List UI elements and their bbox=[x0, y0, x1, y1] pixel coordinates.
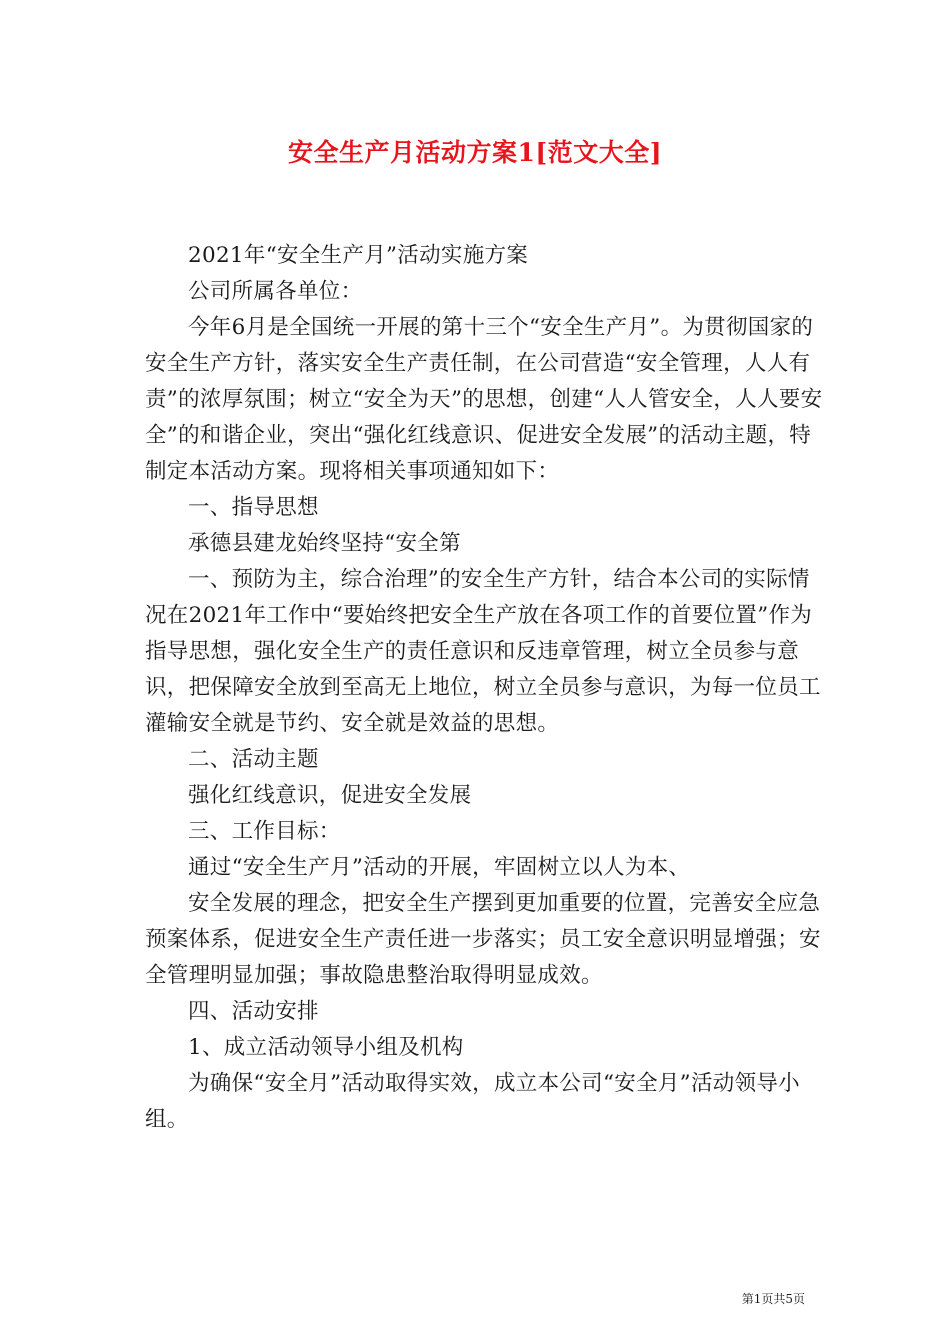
paragraph: 二、活动主题 bbox=[188, 747, 319, 772]
paragraph: 四、活动安排 bbox=[188, 999, 319, 1024]
document-body bbox=[145, 238, 825, 1138]
paragraph: 为确保“安全月”活动取得实效，成立本公司“安全月”活动领导小组。 bbox=[145, 1071, 800, 1132]
paragraph: 强化红线意识，促进安全发展 bbox=[188, 783, 472, 808]
paragraph: 公司所属各单位： bbox=[188, 279, 363, 304]
paragraph: 承德县建龙始终坚持“安全第 bbox=[188, 531, 461, 556]
paragraph: 三、工作目标： bbox=[188, 819, 341, 844]
paragraph: 1、成立活动领导小组及机构 bbox=[188, 1035, 464, 1060]
paragraph: 一、指导思想 bbox=[188, 495, 319, 520]
paragraph: 安全发展的理念，把安全生产摆到更加重要的位置，完善安全应急预案体系，促进安全生产责任进一步落实；员工安全意识明显增强；安全管理明显加强；事故隐患整治取得明显成效。 bbox=[145, 891, 821, 988]
page-number: 第1页共5页 bbox=[741, 1292, 805, 1306]
document-title: 安全生产月活动方案1[范文大全] bbox=[287, 138, 663, 167]
paragraph: 一、预防为主，综合治理”的安全生产方针，结合本公司的实际情况在2021年工作中“要始终把安全生产放在各项工作的首要位置”作为指导思想，强化安全生产的责任意识和反违章管理，树立全员参与意识，把保障安全放到至高无上地位，树立全员参与意识，为每一位员工灌输安全就是节约、安全就是效益的思想。 bbox=[145, 567, 821, 736]
paragraph: 今年6月是全国统一开展的第十三个“安全生产月”。为贯彻国家的安全生产方针，落实安全生产责任制，在公司营造“安全管理，人人有责”的浓厚氛围；树立“安全为天”的思想，创建“人人管安全，人人要安全”的和谐企业，突出“强化红线意识、促进安全发展”的活动主题，特制定本活动方案。现将相关事项通知如下： bbox=[145, 315, 823, 484]
paragraph: 2021年“安全生产月”活动实施方案 bbox=[188, 243, 529, 268]
paragraph: 通过“安全生产月”活动的开展，牢固树立以人为本、 bbox=[188, 855, 691, 880]
